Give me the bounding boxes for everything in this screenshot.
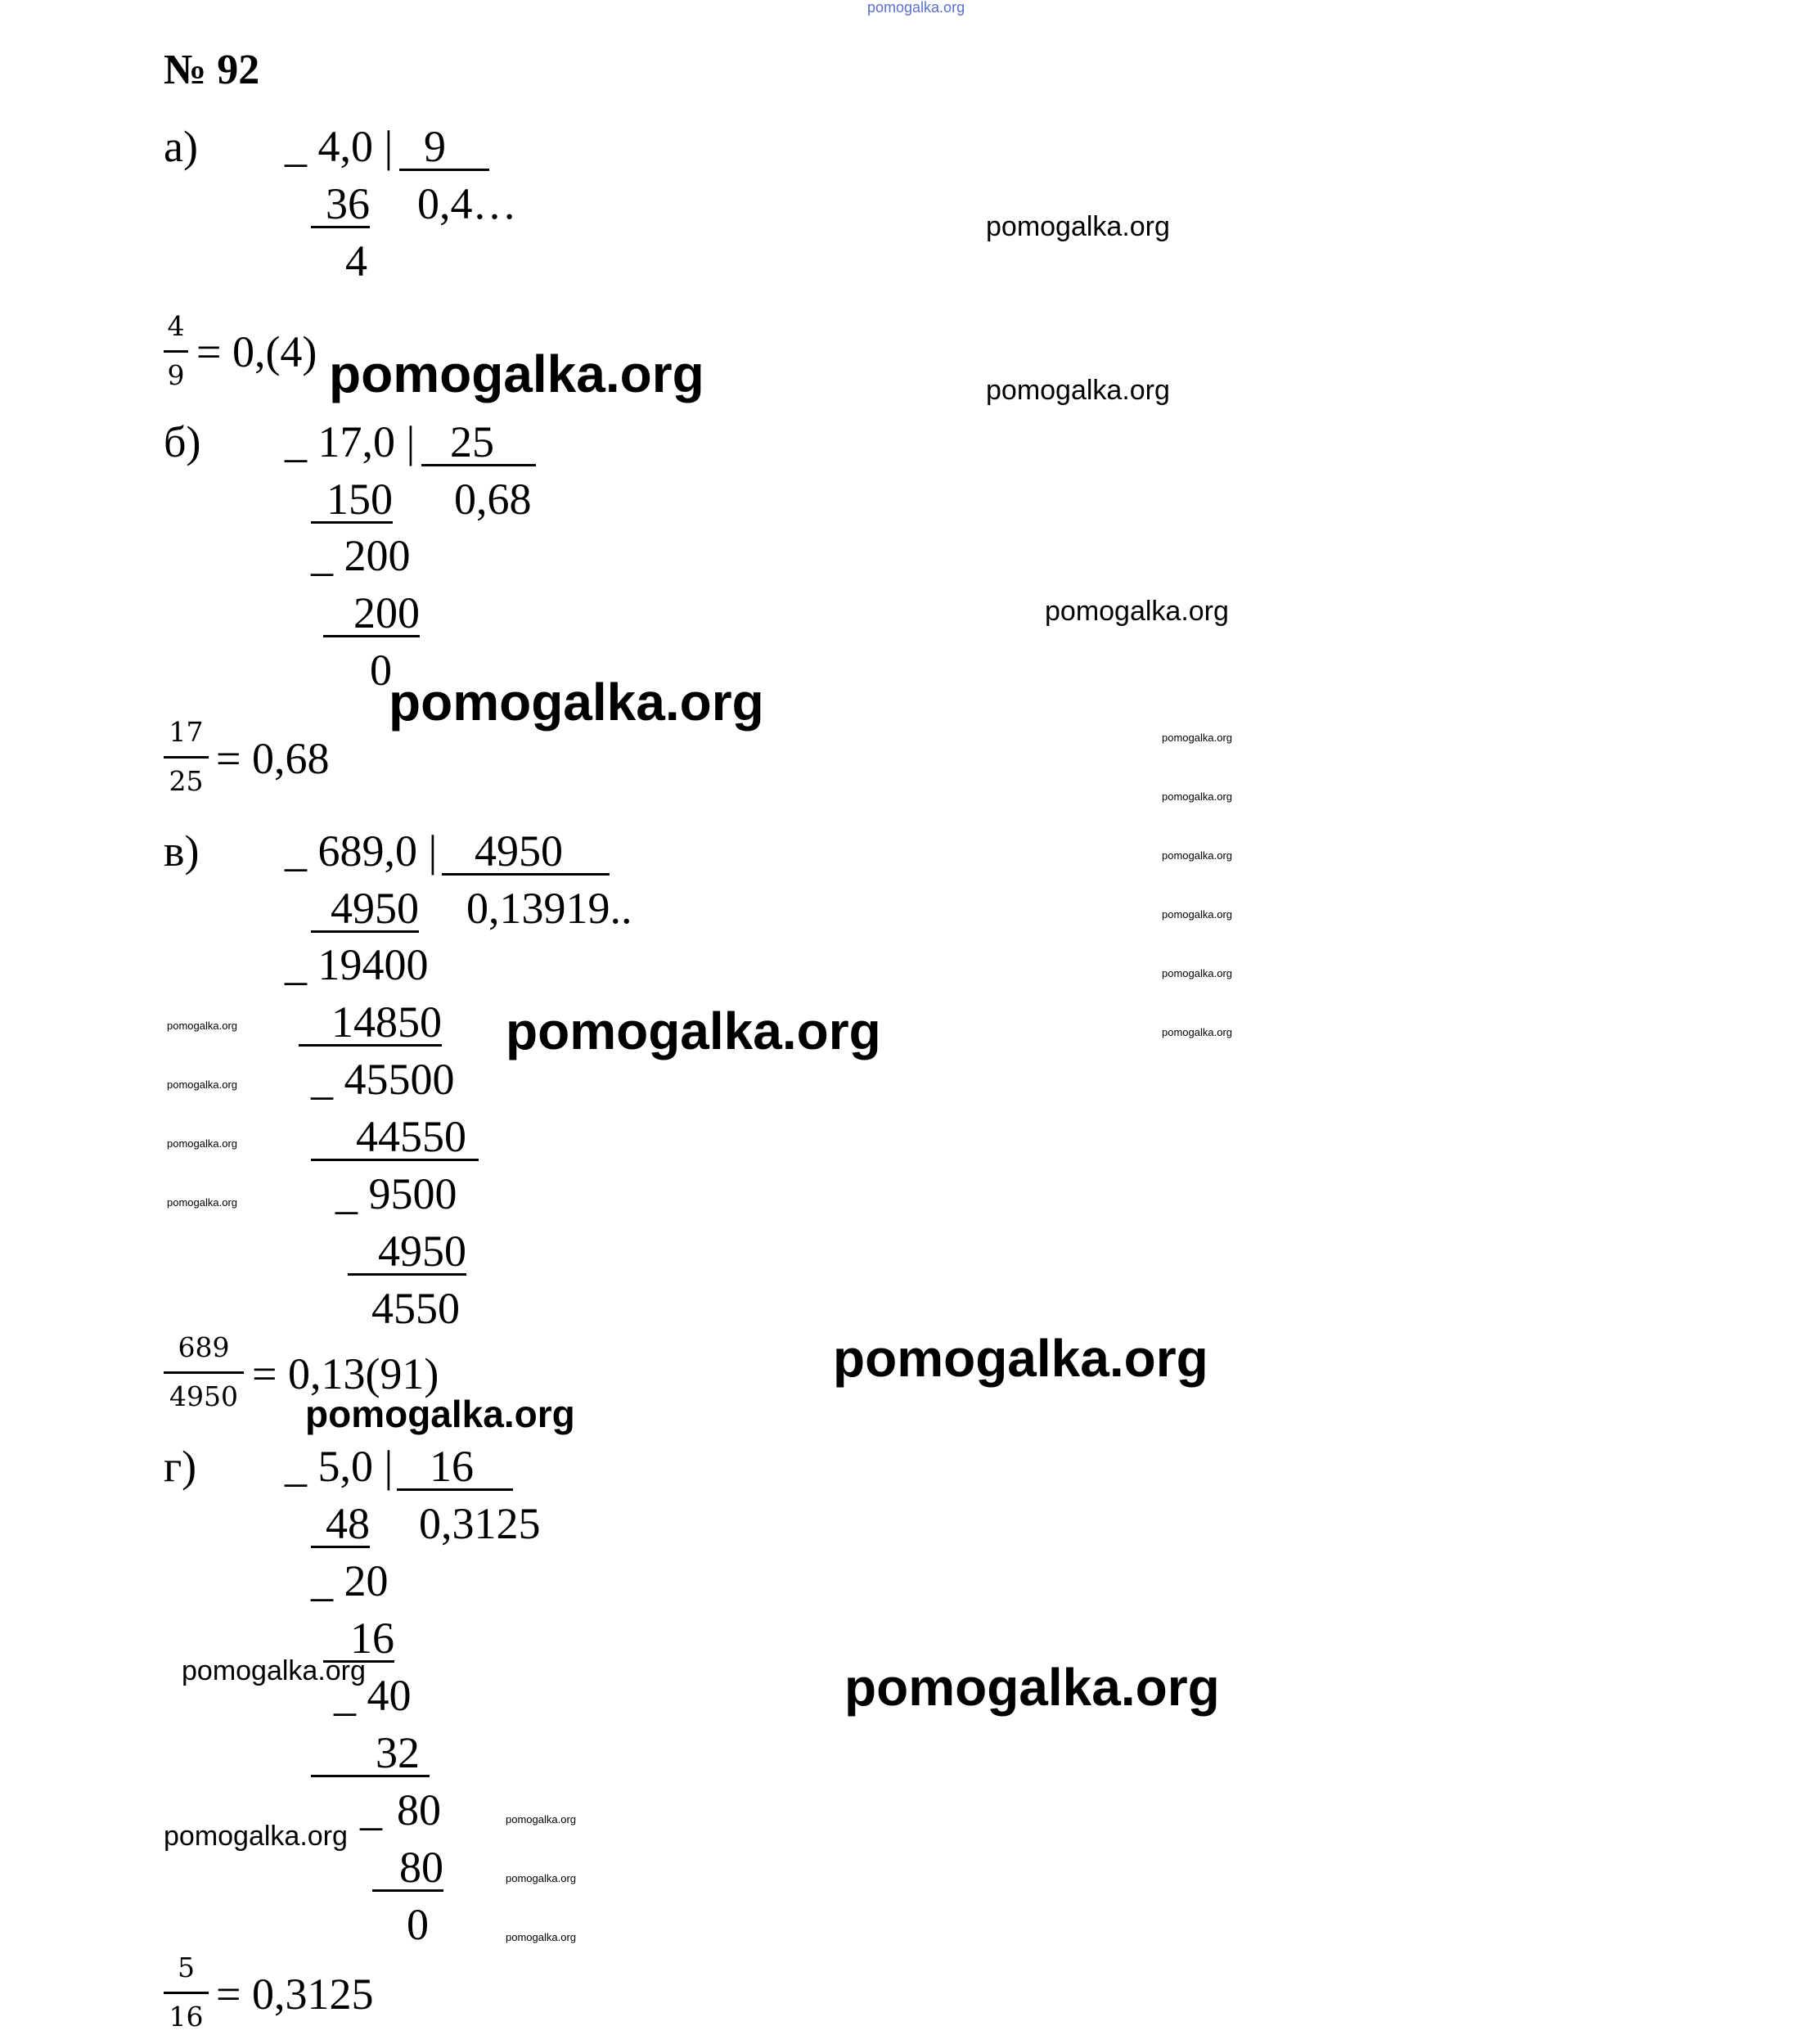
division-row: _ 19400 bbox=[285, 940, 429, 989]
fraction-result: = 0,(4) bbox=[196, 327, 317, 376]
division-row-dividend: _ 5,0 | bbox=[285, 1442, 394, 1491]
division-remainder: 4550 bbox=[371, 1284, 460, 1333]
division-row: 80 bbox=[372, 1845, 443, 1892]
watermark: pomogalka.org bbox=[329, 344, 704, 403]
fraction-b bbox=[164, 718, 209, 800]
fraction-numerator: 689 bbox=[178, 1331, 230, 1363]
watermark: pomogalka.org bbox=[167, 1137, 237, 1150]
division-row: 14850 bbox=[299, 1000, 442, 1047]
division-row: _ 45500 bbox=[311, 1055, 455, 1104]
division-row-dividend: _ 689,0 | bbox=[285, 826, 438, 876]
division-row: _ 200 bbox=[311, 531, 411, 580]
division-row: 44550 bbox=[311, 1114, 479, 1161]
division-remainder: 0 bbox=[407, 1900, 429, 1949]
watermark: pomogalka.org bbox=[1045, 596, 1229, 627]
watermark: pomogalka.org bbox=[844, 1658, 1220, 1717]
fraction-denominator: 25 bbox=[169, 765, 204, 797]
fraction-numerator: 4 bbox=[167, 310, 185, 342]
division-row-dividend: _ 17,0 | bbox=[285, 417, 416, 466]
fraction-denominator: 4950 bbox=[169, 1380, 238, 1412]
watermark: pomogalka.org bbox=[506, 1872, 576, 1884]
fraction-result: = 0,68 bbox=[216, 734, 330, 783]
fraction-bar bbox=[164, 350, 188, 353]
division-remainder: 4 bbox=[345, 236, 367, 286]
watermark: pomogalka.org bbox=[389, 673, 764, 732]
fraction-numerator: 17 bbox=[169, 716, 204, 748]
division-quotient: 0,4… bbox=[417, 179, 517, 228]
watermark: pomogalka.org bbox=[986, 211, 1170, 242]
division-row: 36 bbox=[311, 182, 370, 228]
division-divisor: 16 bbox=[397, 1444, 513, 1491]
problem-a-label: а) bbox=[164, 122, 198, 171]
division-row: 150 bbox=[311, 477, 393, 524]
watermark: pomogalka.org bbox=[167, 1078, 237, 1091]
watermark-top: pomogalka.org bbox=[867, 0, 965, 16]
watermark: pomogalka.org bbox=[506, 1002, 881, 1060]
watermark: pomogalka.org bbox=[1162, 967, 1232, 979]
fraction-bar bbox=[164, 1992, 209, 1994]
division-row: 48 bbox=[311, 1501, 370, 1548]
watermark: pomogalka.org bbox=[1162, 1026, 1232, 1038]
problem-number: № 92 bbox=[164, 47, 260, 93]
problem-v-label: в) bbox=[164, 826, 200, 876]
watermark: pomogalka.org bbox=[1162, 908, 1232, 921]
watermark: pomogalka.org bbox=[506, 1813, 576, 1826]
division-divisor: 4950 bbox=[442, 829, 610, 876]
division-quotient: 0,3125 bbox=[419, 1499, 541, 1548]
division-row: _ 40 bbox=[334, 1671, 412, 1720]
fraction-bar bbox=[164, 1371, 244, 1374]
watermark: pomogalka.org bbox=[1162, 849, 1232, 862]
fraction-v bbox=[164, 1331, 244, 1416]
division-quotient: 0,68 bbox=[454, 475, 532, 524]
division-quotient: 0,13919.. bbox=[466, 884, 632, 933]
division-row: 16 bbox=[323, 1616, 394, 1663]
fraction-result: = 0,13(91) bbox=[252, 1349, 439, 1398]
division-divisor: 9 bbox=[399, 124, 489, 171]
division-row: _ 20 bbox=[311, 1556, 389, 1605]
fraction-denominator: 16 bbox=[169, 2001, 204, 2033]
watermark: pomogalka.org bbox=[167, 1020, 237, 1032]
watermark: pomogalka.org bbox=[1162, 732, 1232, 744]
fraction-denominator: 9 bbox=[167, 359, 185, 391]
watermark: pomogalka.org bbox=[986, 375, 1170, 406]
fraction-a bbox=[164, 310, 188, 394]
watermark: pomogalka.org bbox=[164, 1821, 348, 1852]
division-row-dividend: _ 4,0 | bbox=[285, 122, 394, 171]
watermark: pomogalka.org bbox=[167, 1196, 237, 1209]
problem-g-label: г) bbox=[164, 1442, 197, 1491]
watermark: pomogalka.org bbox=[506, 1931, 576, 1943]
division-divisor: 25 bbox=[421, 420, 536, 466]
division-row: 4950 bbox=[311, 886, 419, 933]
division-row: 4950 bbox=[348, 1229, 466, 1276]
division-row: 32 bbox=[311, 1731, 430, 1777]
fraction-bar bbox=[164, 756, 209, 759]
division-row: 80 bbox=[397, 1785, 441, 1835]
division-row: _ 9500 bbox=[335, 1169, 457, 1218]
fraction-numerator: 5 bbox=[178, 1952, 195, 1983]
division-remainder: 0 bbox=[370, 646, 392, 695]
division-row: 200 bbox=[323, 591, 420, 637]
watermark: pomogalka.org bbox=[1162, 790, 1232, 803]
watermark: pomogalka.org bbox=[182, 1655, 366, 1686]
problem-b-label: б) bbox=[164, 417, 201, 466]
watermark: pomogalka.org bbox=[833, 1329, 1208, 1388]
fraction-result: = 0,3125 bbox=[216, 1970, 374, 2019]
division-minus: _ bbox=[360, 1785, 382, 1835]
watermark: pomogalka.org bbox=[305, 1393, 575, 1435]
fraction-g bbox=[164, 1954, 209, 2036]
